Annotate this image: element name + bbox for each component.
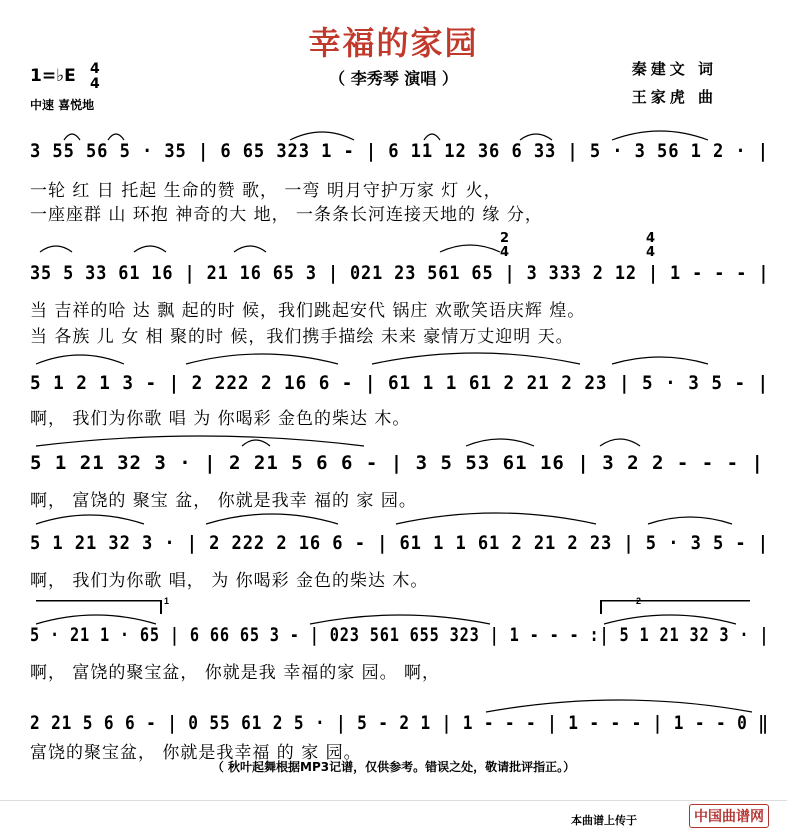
notes-line-5: 5 1 21 32 3 · | 2 222 2 16 6 - | 61 1 1 61 2 21 2 23 | 5 · 3 5 - | [30, 532, 769, 554]
transcription-note: （ 秋叶起舞根据MP3记谱，仅供参考。错误之处，敬请批评指正。） [211, 760, 576, 774]
lyrics-line-5: 啊， 我们为你歌 唱， 为 你喝彩 金色的柴达 木。 [30, 571, 429, 591]
lyrics-line-1b: 一座座群 山 环抱 神奇的大 地， 一条条长河连接天地的 缘 分， [30, 205, 543, 225]
notes-line-4: 5 1 21 32 3 · | 2 21 5 6 6 - | 3 5 53 61 16 | 3 2 2 - - - | [30, 452, 764, 474]
meter-change-2-4-label: 2 4 [500, 231, 510, 260]
ending-1-label: 1 [164, 596, 170, 606]
footer-divider [0, 800, 787, 801]
ending-2-label: 2 [636, 596, 642, 606]
notes-line-6: 5 · 21 1 · 65 | 6 66 65 3 - | 023 561 655 323 | 1 - - - :| 5 1 21 32 3 · | [30, 624, 770, 646]
notes-line-3: 5 1 2 1 3 - | 2 222 2 16 6 - | 61 1 1 61 2 21 2 23 | 5 · 3 5 - | [30, 372, 770, 394]
key-label: 1=♭E [30, 66, 76, 86]
meter-change-4-4 [646, 232, 655, 260]
meter-change-2-4 [500, 232, 509, 260]
tempo-marking: 中速 喜悦地 [30, 98, 95, 112]
singer-credit: （ 李秀琴 演唱 ） [329, 69, 458, 88]
meter-change-4-4-label: 4 4 [646, 231, 656, 260]
lyrics-line-2b: 当 各族 儿 女 相 聚的时 候，我们携手描绘 未来 豪情万丈迎明 天。 [30, 327, 574, 347]
lyrics-line-1a: 一轮 红 日 托起 生命的赞 歌， 一弯 明月守护万家 灯 火， [30, 181, 502, 201]
lyrics-line-6: 啊， 富饶的聚宝盆， 你就是我 幸福的家 园。 啊， [30, 663, 441, 683]
site-logo[interactable]: 中国曲谱网 [689, 804, 769, 828]
notes-line-1: 3 55 56 5 · 35 | 6 65 323 1 - | 6 11 12 36 6 33 | 5 · 3 56 1 2 · | [30, 140, 769, 162]
notes-line-7: 2 21 5 6 6 - | 0 55 61 2 5 · | 5 - 2 1 | 1 - - - | 1 - - - | 1 - - 0 ‖ [30, 712, 769, 734]
page-title: 幸福的家园 [308, 24, 479, 62]
composer-credit: 王家虎 曲 [631, 88, 717, 106]
lyrics-line-2a: 当 吉祥的哈 达 飘 起的时 候，我们跳起安代 锅庄 欢歌笑语庆辉 煌。 [30, 301, 586, 321]
lyrics-line-3: 啊， 我们为你歌 唱 为 你喝彩 金色的柴达 木。 [30, 409, 411, 429]
upload-notice: 本曲谱上传于 [571, 814, 637, 827]
lyrics-line-4: 啊， 富饶的 聚宝 盆， 你就是我幸 福的 家 园。 [30, 491, 417, 511]
lyrics-line-7: 富饶的聚宝盆， 你就是我幸福 的 家 园。 [30, 743, 362, 763]
lyricist-credit: 秦建文 词 [631, 60, 717, 78]
time-signature: 4 4 [90, 61, 100, 92]
notes-line-2: 35 5 33 61 16 | 21 16 65 3 | 021 23 561 65 | 3 333 2 12 | 1 - - - | [30, 262, 770, 284]
